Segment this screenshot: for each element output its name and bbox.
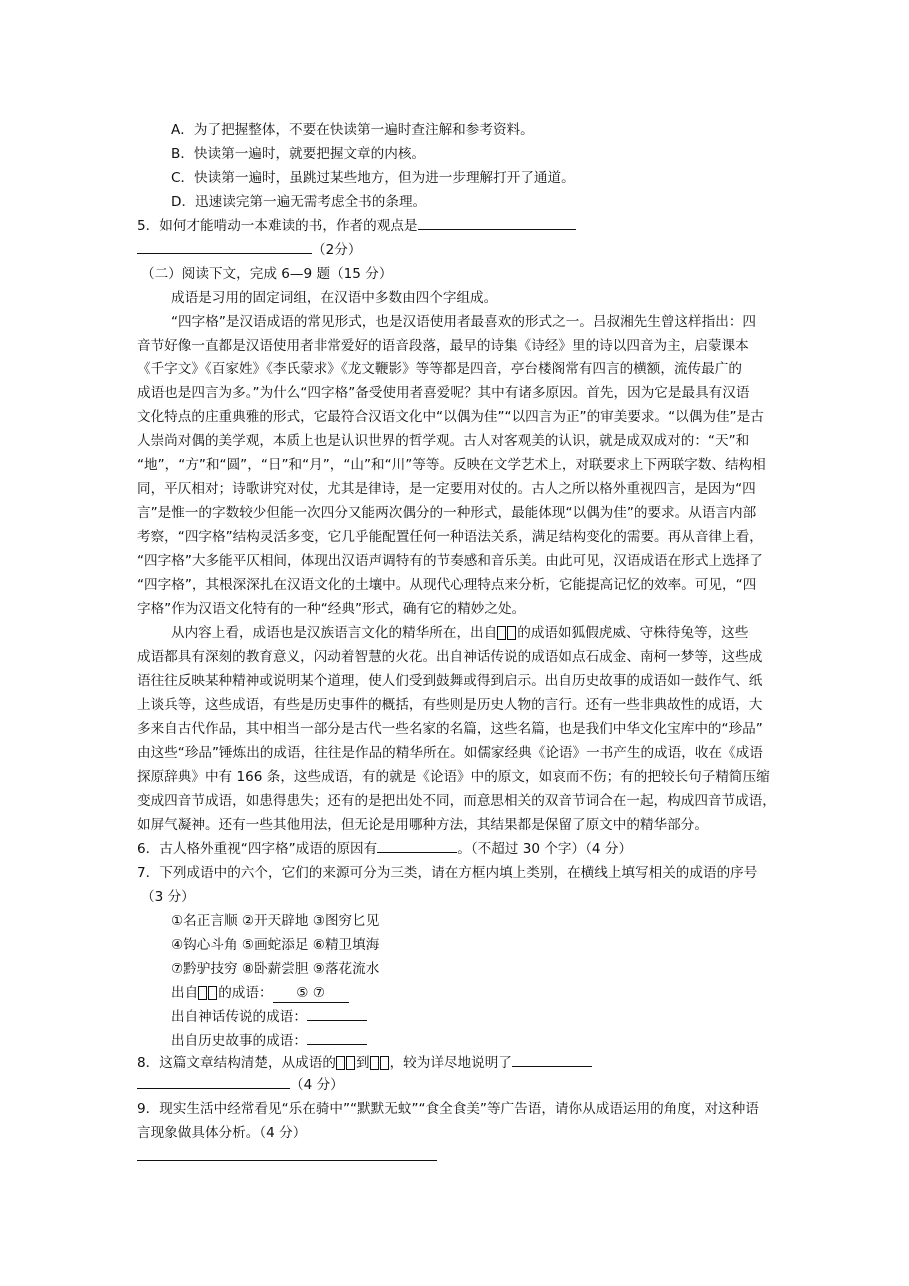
passage-p2-line: 音节好像一直都是汉语使用者非常爱好的语音段落，最早的诗集《诗经》里的诗以四音为主，启蒙课本 bbox=[137, 338, 749, 354]
passage-p3-line: 上谈兵等，这些成语，有些是历史事件的概括，有些则是历史人物的言行。还有一些非典故性的成语，大 bbox=[137, 697, 763, 713]
passage-p3-line: 从内容上看，成语也是汉族语言文化的精华所在，出自 的成语如狐假虎威、守株待兔等，这些 bbox=[171, 624, 748, 642]
q6-answer-blank[interactable] bbox=[377, 840, 457, 853]
q7-idioms-row-3: ⑦黔驴技穷 ⑧卧薪尝胆 ⑨落花流水 bbox=[171, 961, 380, 977]
passage-p3-line: 多来自古代作品，其中相当一部分是古代一些名家的名篇，这些名篇，也是我们中华文化宝库中的“珍品” bbox=[137, 721, 763, 737]
q7-question-line1: 7．下列成语中的六个，它们的来源可分为三类，请在方框内填上类别，在横线上填写相关的成语的序号 bbox=[137, 865, 758, 881]
passage-p2-line: 同，平仄相对；诗歌讲究对仗，尤其是律诗，是一定要用对仗的。古人之所以格外重视四言，是因为“四 bbox=[137, 481, 756, 497]
section2-heading: （二）阅读下文，完成 6—9 题（15 分） bbox=[141, 266, 393, 282]
passage-p3-line: 变成四音节成语，如患得患失；还有的是把出处不同，而意思相关的双音节词合在一起，构成四音节成语， bbox=[137, 793, 776, 809]
q4-option-c: C．快读第一遍时，虽跳过某些地方，但为进一步理解打开了通道。 bbox=[171, 170, 575, 186]
q7-question-line2: （3 分） bbox=[141, 889, 195, 905]
passage-p3-line: 如屏气凝神。还有一些其他用法，但无论是用哪种方法，其结果都是保留了原文中的精华部分。 bbox=[137, 817, 708, 833]
q8-answer-line2: （4 分） bbox=[137, 1076, 344, 1094]
q4-option-a: A．为了把握整体，不要在快读第一遍时查注解和参考资料。 bbox=[171, 122, 534, 138]
blank-box[interactable] bbox=[370, 1056, 390, 1075]
blank-box[interactable] bbox=[336, 1056, 356, 1075]
passage-p2-line: 言”是惟一的字数较少但能一次四分又能两次偶分的一种形式，最能体现“以偶为佳”的要求。从语言内部 bbox=[137, 505, 757, 521]
passage-p2-line: 《千字文》《百家姓》《李氏蒙求》《龙文鞭影》等等都是四音，亭台楼阁常有四言的横额，流传最广的 bbox=[137, 361, 742, 377]
q7-blank-row-2: 出自神话传说的成语： bbox=[171, 1008, 367, 1026]
q7-answer-blank-2[interactable] bbox=[307, 1008, 367, 1021]
q9-answer-line[interactable] bbox=[137, 1160, 437, 1161]
passage-p2-line: 成语也是四言为多。”为什么“四字格”备受使用者喜爱呢？其中有诸多原因。首先，因为它是最具有汉语 bbox=[137, 385, 750, 401]
q5-answer-blank-2[interactable] bbox=[137, 241, 312, 254]
q4-option-b: B．快读第一遍时，就要把握文章的内核。 bbox=[171, 146, 426, 162]
passage-p2-line: 人崇尚对偶的美学观，本质上也是认识世界的哲学观。古人对客观美的认识，就是成双成对的：“天”和 bbox=[137, 433, 750, 449]
q9-question-line1: 9．现实生活中经常看见“乐在骑中”“默默无蚊”“食全食美”等广告语，请你从成语运用的角度，对这种语 bbox=[137, 1101, 759, 1117]
q8-answer-blank-2[interactable] bbox=[137, 1076, 290, 1089]
passage-p3-line: 成语都具有深刻的教育意义，闪动着智慧的火花。出自神话传说的成语如点石成金、南柯一梦等，这些成 bbox=[137, 649, 763, 665]
passage-p3-line: 探原辞典》中有 166 条，这些成语，有的就是《论语》中的原文，如哀而不伤；有的把较长句子精简压缩 bbox=[137, 769, 770, 785]
q8-answer-blank[interactable] bbox=[512, 1054, 592, 1067]
passage-p2-line: “四字格”是汉语成语的常见形式，也是汉语使用者最喜欢的形式之一。吕叔湘先生曾这样指出：四 bbox=[171, 314, 757, 330]
passage-paragraph-1: 成语是习用的固定词组，在汉语中多数由四个字组成。 bbox=[171, 290, 498, 306]
passage-p2-line: 考察，“四字格”结构灵活多变，它几乎能配置任何一种语法关系，满足结构变化的需要。再从音律上看， bbox=[137, 529, 763, 545]
q7-idioms-row-2: ④钩心斗角 ⑤画蛇添足 ⑥精卫填海 bbox=[171, 937, 380, 953]
passage-p2-line: “四字格”大多能平仄相间，体现出汉语声调特有的节奏感和音乐美。由此可见，汉语成语在形式上选择了 bbox=[137, 553, 763, 569]
blank-box[interactable] bbox=[497, 626, 517, 645]
passage-p2-line: 字格”作为汉语文化特有的一种“经典”形式，确有它的精妙之处。 bbox=[137, 601, 526, 617]
passage-p2-line: “地”，“方”和“圆”，“日”和“月”，“山”和“川”等等。反映在文学艺术上，对联要求上下两联字数、结构相 bbox=[137, 457, 766, 473]
q9-question-line2: 言现象做具体分析。（4 分） bbox=[137, 1125, 307, 1141]
q5-answer-line2 bbox=[137, 241, 361, 259]
q4-option-d: D．迅速读完第一遍无需考虑全书的条理。 bbox=[171, 194, 427, 210]
passage-p3-line: 由这些“珍品”锤炼出的成语，往往是作品的精华所在。如儒家经典《论语》一书产生的成语，收在《成语 bbox=[137, 745, 763, 761]
q7-answer-blank-3[interactable] bbox=[307, 1032, 367, 1045]
passage-p3-line: 语往往反映某种精神或说明某个道理，使人们受到鼓舞或得到启示。出自历史故事的成语如一鼓作气、纸 bbox=[137, 673, 763, 689]
q7-idioms-row-1: ①名正言顺 ②开天辟地 ③图穷匕见 bbox=[171, 913, 380, 929]
q5-answer-blank[interactable] bbox=[418, 217, 576, 230]
q7-answer-blank-1[interactable]: ⑤ ⑦ bbox=[273, 984, 349, 1003]
q7-blank-row-3: 出自历史故事的成语： bbox=[171, 1032, 367, 1050]
q6-question: 6．古人格外重视“四字格”成语的原因有 。（不超过 30 个字）（4 分） bbox=[137, 841, 633, 857]
q5-score: （2分） bbox=[312, 242, 362, 258]
q7-blank-row-1: 出自 的成语： ⑤ ⑦ bbox=[171, 984, 349, 1002]
category-box[interactable] bbox=[198, 986, 218, 1005]
q5-text: 5．如何才能啃动一本难读的书，作者的观点是 bbox=[137, 218, 418, 234]
q8-question: 8．这篇文章结构清楚，从成语的 到 ，较为详尽地说明了 bbox=[137, 1054, 592, 1072]
passage-p2-line: “四字格”，其根深深扎在汉语文化的土壤中。从现代心理特点来分析，它能提高记忆的效率。可见，“四 bbox=[137, 577, 757, 593]
q5-question bbox=[137, 217, 576, 235]
passage-p2-line: 文化特点的庄重典雅的形式，它最符合汉语文化中“以偶为佳”“以四言为正”的审美要求。“以偶为佳”是古 bbox=[137, 409, 764, 425]
